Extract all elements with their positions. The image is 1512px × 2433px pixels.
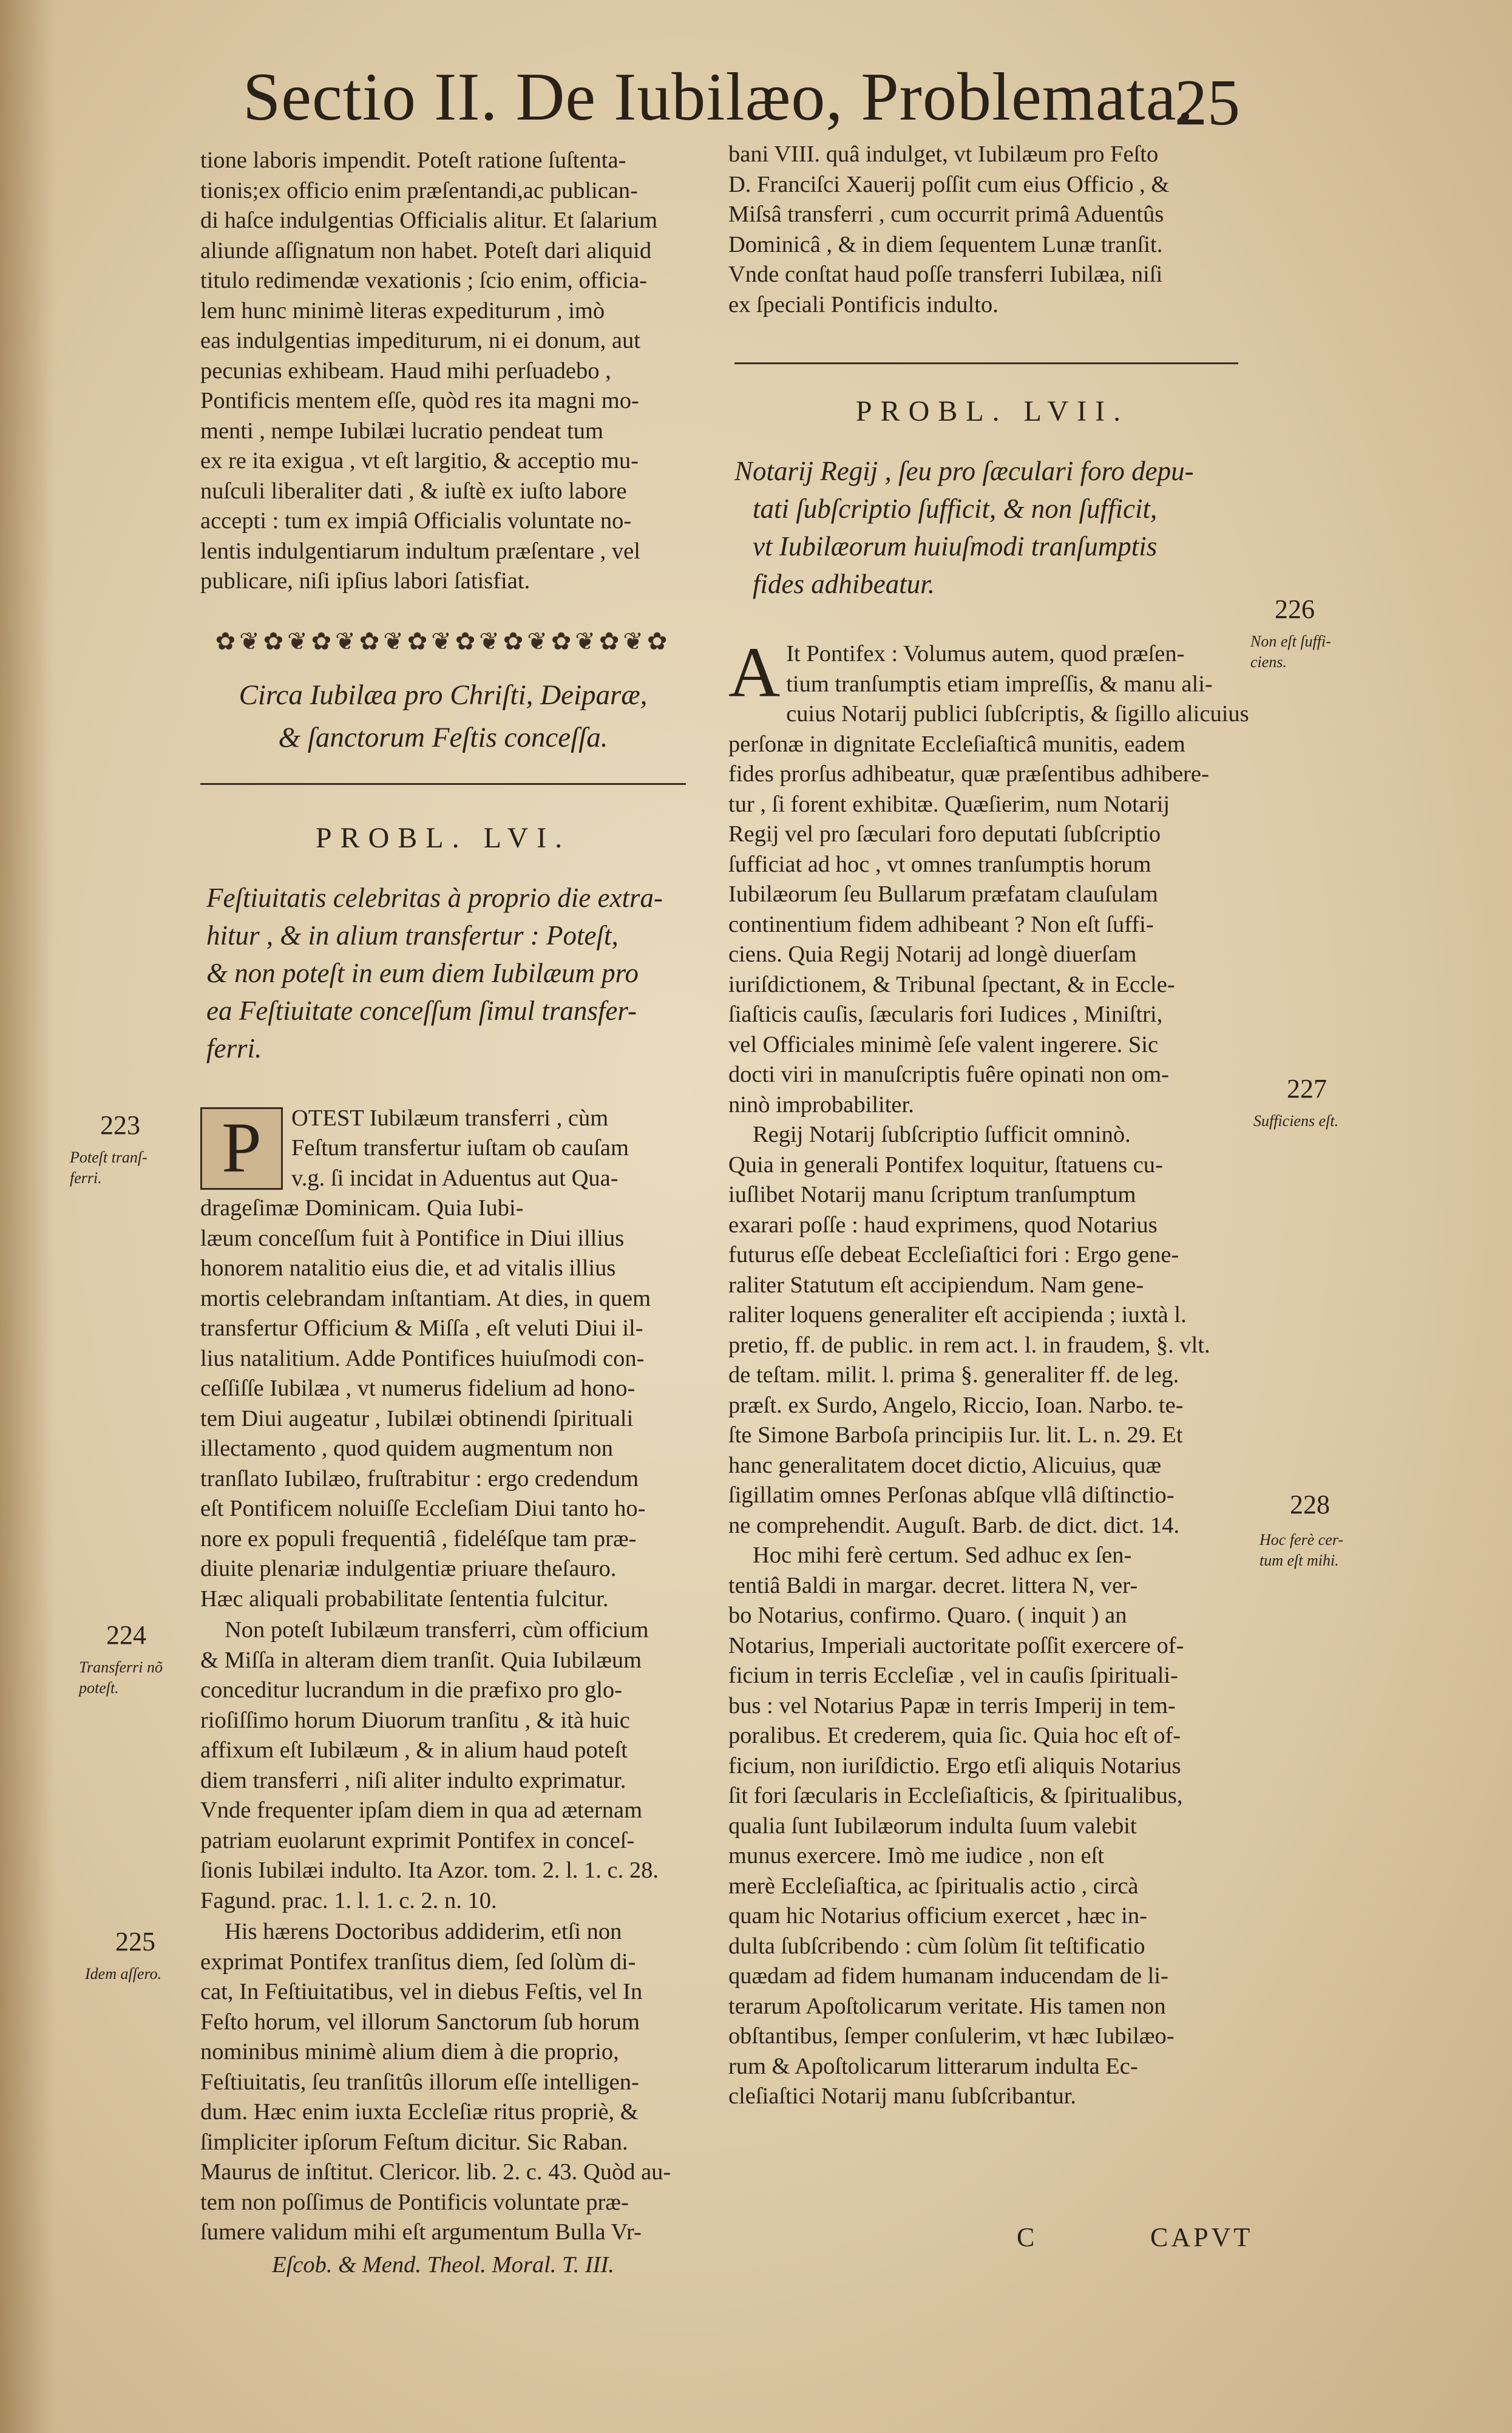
text-line: D. Franciſci Xauerij poſſit cum eius Officio , & (728, 171, 1170, 197)
text-line: lius natalitium. Adde Pontifices huiuſmodi con- (200, 1345, 645, 1371)
problem-title-line: vt Iubilæorum huiuſmodi tranſumptis (753, 531, 1158, 562)
text-line: lem hunc minimè literas expediturum , imò (200, 297, 605, 324)
text-line: pretio, ff. de public. in rem act. l. in fraudem, §. vlt. (728, 1332, 1210, 1358)
margin-note (1250, 631, 1331, 673)
text-line: tranſlato Iubilæo, fruſtrabitur : ergo credendum (200, 1465, 639, 1491)
section-heading-line: Circa Iubilæa pro Chriſti, Deiparæ, (239, 679, 648, 711)
text-line: iuriſdictionem, & Tribunal ſpectant, & in Eccle- (728, 971, 1175, 997)
text-line: eſt Pontificem noluiſſe Eccleſiam Diui tanto ho- (200, 1496, 646, 1521)
margin-number: 227 (1287, 1074, 1327, 1104)
text-line: It Pontifex : Volumus autem, quod præſen- (786, 641, 1185, 667)
text-line: aliunde aſſignatum non habet. Poteſt dari aliquid (200, 237, 652, 263)
running-head: Sectio II. De Iubilæo, Problemata. (243, 59, 1195, 135)
margin-number: 226 (1275, 594, 1315, 624)
margin-note (85, 1964, 161, 1984)
text-line: tem non poſſimus de Pontificis voluntate præ- (200, 2189, 629, 2215)
margin-note-line: ferri. (70, 1169, 102, 1187)
right-column (728, 140, 1256, 2112)
horizontal-rule (200, 783, 686, 785)
text-line: continentium fidem adhibeant ? Non eſt ſuffi- (728, 911, 1154, 937)
margin-note-line: Sufficiens eſt. (1253, 1112, 1339, 1130)
text-line: Maurus de inſtitut. Clericor. lib. 2. c. 43. Quòd au- (200, 2159, 671, 2185)
text-line: quam hic Notarius officium exercet , hæc in- (728, 1903, 1147, 1929)
text-line: tione laboris impendit. Poteſt ratione ſuſtenta- (200, 148, 626, 173)
text-line: fides prorſus adhibeatur, quæ præſentibus adhibere- (728, 761, 1209, 787)
section-heading (200, 674, 686, 759)
text-line: cuius Notarij publici ſubſcriptis, & ſigillo alicuius (786, 701, 1249, 727)
text-line: publicare, niſi ipſius labori ſatisfiat. (200, 568, 531, 594)
page-number: 25 (1175, 67, 1240, 139)
text-line: titulo redimendæ vexationis ; ſcio enim, officia- (200, 268, 647, 293)
text-line: Fagund. prac. 1. l. 1. c. 2. n. 10. (200, 1887, 497, 1913)
text-line: tentiâ Baldi in margar. decret. littera N, ver- (728, 1572, 1138, 1598)
text-line: Feſtiuitatis, ſeu tranſitûs illorum eſſe intelligen- (200, 2069, 639, 2095)
problem-title-line: tati ſubſcriptio ſufficit, & non ſufficit, (753, 494, 1158, 524)
text-line: docti viri in manuſcriptis fuêre opinati non om- (728, 1062, 1169, 1087)
left-paragraph-1 (200, 146, 686, 597)
text-line: diuite plenariæ indulgentiæ priuare theſauro. (200, 1556, 617, 1581)
text-line: Regij Notarij ſubſcriptio ſufficit omninò. (753, 1122, 1131, 1147)
text-line: hanc generalitatem docet dictio, Alicuius, quæ (728, 1452, 1162, 1478)
text-line: munus exercere. Imò me iudice , non eſt (728, 1843, 1104, 1868)
text-line: nuſculi liberaliter dati , & iuſtè ex iuſto labore (200, 478, 627, 504)
margin-number: 228 (1290, 1490, 1330, 1519)
text-line: rum & Apoſtolicarum litterarum indulta Ec- (728, 2053, 1138, 2079)
text-line: Regij vel pro ſæculari foro deputati ſubſcriptio (728, 821, 1161, 847)
text-line: læum conceſſum fuit à Pontifice in Diui illius (200, 1225, 625, 1251)
left-paragraph-3 (200, 1615, 686, 1916)
text-line: ſiaſticis cauſis, ſæcularis fori Iudices , Miniſtri, (728, 1002, 1163, 1027)
problem-title-line: Feſtiuitatis celebritas à proprio die extra- (206, 882, 663, 913)
problem-title-line: ea Feſtiuitate conceſſum ſimul transfer- (206, 995, 637, 1026)
footer-line: Eſcob. & Mend. Theol. Moral. T. III. (272, 2251, 614, 2278)
margin-note-line: tum eſt mihi. (1259, 1552, 1339, 1569)
text-line: ciens. Quia Regij Notarij ad longè diuerſam (728, 942, 1137, 967)
right-paragraph-4 (728, 1541, 1256, 2112)
text-line: ſimpliciter ipſorum Feſtum dicitur. Sic Raban. (200, 2129, 628, 2155)
text-line: ſumere validum mihi eſt argumentum Bulla Vr- (200, 2219, 642, 2245)
text-line: qualia ſunt Iubilæorum indulta ſuum valebit (728, 1813, 1137, 1839)
text-line: raliter loquens generaliter eſt accipienda ; iuxtà l. (728, 1302, 1187, 1328)
left-column (200, 146, 686, 2280)
initial-letter: A (728, 633, 781, 712)
text-line: ex ſpeciali Pontificis indulto. (728, 291, 998, 317)
text-line: patriam euolarunt exprimit Pontifex in conceſ- (200, 1827, 635, 1853)
text-line: nominibus minimè alium diem à die proprio, (200, 2039, 619, 2065)
margin-note-line: Transferri nõ (79, 1658, 163, 1676)
problem-title (200, 879, 686, 1067)
text-line: drageſimæ Dominicam. Quia Iubi- (200, 1195, 524, 1221)
margin-note-line: Hoc ferè cer- (1259, 1531, 1344, 1549)
text-line: Non poteſt Iubilæum transferri, cùm officium (225, 1617, 649, 1643)
text-line: cleſiaſtici Notarij manu ſubſcribantur. (728, 2083, 1077, 2109)
text-line: OTEST Iubilæum transferri , cùm (291, 1105, 609, 1131)
text-line: diem transferri , niſi aliter indulto exprimatur. (200, 1767, 626, 1793)
text-line: futurus eſſe debeat Eccleſiaſtici fori : Ergo gene- (728, 1242, 1179, 1267)
problem-title-line: & non poteſt in eum diem Iubilæum pro (206, 957, 639, 988)
fleuron-ornament: ✿❦✿❦✿❦✿❦✿❦✿❦✿❦✿❦✿❦✿ (215, 627, 671, 655)
text-line: ficium in terris Eccleſiæ , vel in cauſis ſpirituali- (728, 1663, 1178, 1688)
left-paragraph-2 (200, 1104, 686, 1615)
text-line: raliter Statutum eſt accipiendum. Nam gene- (728, 1272, 1144, 1298)
text-line: exprimat Pontifex tranſitus diem, ſed ſolùm di- (200, 1949, 636, 1975)
text-line: affixum eſt Iubilæum , & in alium haud poteſt (200, 1737, 628, 1763)
text-line: transfertur Officium & Miſſa , eſt veluti Diui il- (200, 1315, 643, 1341)
right-paragraph-2 (728, 633, 1256, 1120)
horizontal-rule (734, 362, 1238, 364)
text-line: Pontificis mentem eſſe, quòd res ita magni mo- (200, 388, 639, 413)
text-line: nore ex populi frequentiâ , fideléſque tam præ- (200, 1525, 637, 1552)
text-line: & Miſſa in alteram diem tranſit. Quia Iubilæum (200, 1647, 642, 1673)
margin-note (79, 1657, 163, 1698)
text-line: ninò improbabiliter. (728, 1091, 914, 1118)
text-line: di haſce indulgentias Officialis alitur. Et ſalarium (200, 208, 658, 233)
text-line: accepti : tum ex impiâ Officialis voluntate no- (200, 508, 632, 534)
text-line: exarari poſſe : haud exprimens, quod Notarius (728, 1212, 1158, 1238)
text-line: ſufficiat ad hoc , vt omnes tranſumptis horum (728, 851, 1151, 877)
text-line: bani VIII. quâ indulget, vt Iubilæum pro Feſto (728, 141, 1159, 167)
text-line: tur , ſi forent exhibitæ. Quæſierim, num Notarij (728, 791, 1170, 817)
text-line: ficium, non iuriſdictio. Ergo etſi aliquis Notarius (728, 1753, 1181, 1779)
text-line: Feſtum transfertur iuſtam ob cauſam (291, 1135, 629, 1161)
problem-title (728, 452, 1256, 603)
text-line: lentis indulgentiarum indultum præſentare , vel (200, 538, 640, 564)
problem-title-line: fides adhibeatur. (753, 569, 935, 599)
text-line: mortis celebrandam inſtantiam. At dies, in quem (200, 1285, 651, 1311)
text-line: Iubilæorum ſeu Bullarum præfatam clauſulam (728, 881, 1158, 907)
section-heading-line: & ſanctorum Feſtis conceſſa. (278, 721, 608, 753)
text-line: menti , nempe Iubilæi lucratio pendeat tum (200, 418, 603, 444)
text-line: vel Officiales minimè ſeſe valent ingerere. Sic (728, 1031, 1159, 1057)
text-line: Dominicâ , & in diem ſequentem Lunæ tranſit. (728, 231, 1163, 257)
text-line: ex re ita exigua , vt eſt largitio, & acceptio mu- (200, 448, 639, 473)
text-line: quædam ad fidem humanam inducendam de li- (728, 1963, 1168, 1989)
text-line: Feſto horum, vel illorum Sanctorum ſub horum (200, 2009, 640, 2035)
text-line: Miſsâ transferri , cum occurrit primâ Aduentûs (728, 202, 1164, 227)
text-line: ſigillatim omnes Perſonas abſque vllâ diſtinctio- (728, 1482, 1175, 1508)
text-line: bo Notarius, confirmo. Quaro. ( inquit ) an (728, 1603, 1127, 1628)
text-line: cat, In Feſtiuitatibus, vel in diebus Feſtis, vel In (200, 1979, 643, 2004)
margin-note-line: poteſt. (79, 1679, 119, 1697)
text-line: rioſiſſimo horum Diuorum tranſitu , & ità huic (200, 1707, 630, 1733)
problem-title-line: hitur , & in alium transfertur : Poteſt, (206, 920, 619, 951)
text-line: v.g. ſi incidat in Aduentus aut Qua- (291, 1165, 619, 1191)
text-line: Hæc aliquali probabilitate ſententia fulcitur. (200, 1586, 609, 1612)
text-line: bus : vel Notarius Papæ in terris Imperij in tem- (728, 1692, 1176, 1719)
text-line: ſte Simone Barboſa principiis Iur. lit. L. n. 29. Et (728, 1422, 1183, 1448)
text-line: dum. Hæc enim iuxta Eccleſiæ ritus propriè, & (200, 2099, 639, 2125)
right-paragraph-3 (728, 1120, 1256, 1541)
text-line: terarum Apoſtolicarum veritate. His tamen non (728, 1993, 1166, 2019)
page-edge-stain (0, 0, 55, 2433)
margin-note (1259, 1530, 1343, 1571)
margin-note-line: Poteſt tranſ- (70, 1149, 147, 1166)
left-paragraph-4 (200, 1917, 686, 2248)
problem-title-line: Notarij Regij , ſeu pro ſæculari foro depu- (734, 456, 1194, 486)
text-line: conceditur lucrandum in die præfixo pro glo- (200, 1677, 622, 1703)
text-line: obſtantibus, ſemper conſulerim, vt hæc Iubilæo- (728, 2023, 1175, 2049)
problem-heading: PROBL. LVII. (855, 395, 1130, 427)
text-line: eas indulgentias impediturum, ni ei donum, aut (200, 328, 640, 353)
text-line: Vnde frequenter ipſam diem in qua ad æternam (200, 1797, 643, 1823)
text-line: dulta ſubſcribendo : cùm ſolùm ſit teſtificatio (728, 1933, 1145, 1959)
text-line: Vnde conſtat haud poſſe transferri Iubilæa, niſi (728, 262, 1163, 287)
text-line: His hærens Doctoribus addiderim, etſi non (225, 1919, 622, 1944)
text-line: ſionis Iubilæi indulto. Ita Azor. tom. 2. l. 1. c. 28. (200, 1858, 659, 1883)
right-paragraph-1 (728, 140, 1256, 320)
problem-title-line: ferri. (206, 1033, 262, 1064)
catchword: CAPVT (1150, 2222, 1253, 2252)
text-line: ſit fori ſæcularis in Eccleſiaſticis, & ſpiritualibus, (728, 1783, 1183, 1808)
text-line: ne comprehendit. Auguſt. Barb. de dict. dict. 14. (728, 1512, 1180, 1538)
margin-note (70, 1147, 147, 1189)
text-line: Hoc mihi ferè certum. Sed adhuc ex ſen- (753, 1542, 1132, 1568)
margin-note-line: Non eſt ſuffi- (1250, 633, 1331, 650)
text-line: tem Diui augeatur , Iubilæi obtinendi ſpirituali (200, 1405, 634, 1431)
text-line: de teſtam. milit. l. prima §. generaliter ff. de leg. (728, 1362, 1179, 1388)
signature-mark: C (1017, 2222, 1038, 2252)
text-line: perſonæ in dignitate Eccleſiaſticâ munitis, eadem (728, 731, 1185, 757)
text-line: illectamento , quod quidem augmentum non (200, 1436, 614, 1461)
text-line: honorem natalitio eius die, et ad vitalis illius (200, 1255, 616, 1281)
text-line: poralibus. Et crederem, quia ſic. Quia hoc eſt of- (728, 1723, 1181, 1748)
margin-note-line: ciens. (1250, 653, 1287, 671)
text-line: tium tranſumptis etiam impreſſis, & manu ali- (786, 671, 1213, 697)
text-line: præſt. ex Surdo, Angelo, Riccio, Ioan. Narbo. te- (728, 1392, 1184, 1418)
text-line: ceſſiſſe Iubilæa , vt numerus fidelium ad hono- (200, 1376, 636, 1401)
text-line: merè Eccleſiaſtica, ac ſpiritualis actio , circà (728, 1873, 1139, 1899)
margin-number: 224 (106, 1620, 146, 1650)
margin-number: 223 (100, 1110, 140, 1140)
problem-heading: PROBL. LVI. (315, 821, 571, 854)
margin-number: 225 (115, 1927, 155, 1956)
margin-note (1253, 1111, 1338, 1132)
decorated-initial: P (200, 1107, 283, 1190)
margin-note-line: Idem aſſero. (85, 1965, 162, 1983)
text-line: tionis;ex officio enim præſentandi,ac publican- (200, 177, 638, 203)
text-line: iuſlibet Notarij manu ſcriptum tranſumptum (728, 1182, 1136, 1207)
text-line: Notarius, Imperiali auctoritate poſſit exercere of- (728, 1632, 1184, 1658)
text-line: Quia in generali Pontifex loquitur, ſtatuens cu- (728, 1152, 1163, 1178)
text-line: pecunias exhibeam. Haud mihi perſuadebo , (200, 358, 611, 384)
